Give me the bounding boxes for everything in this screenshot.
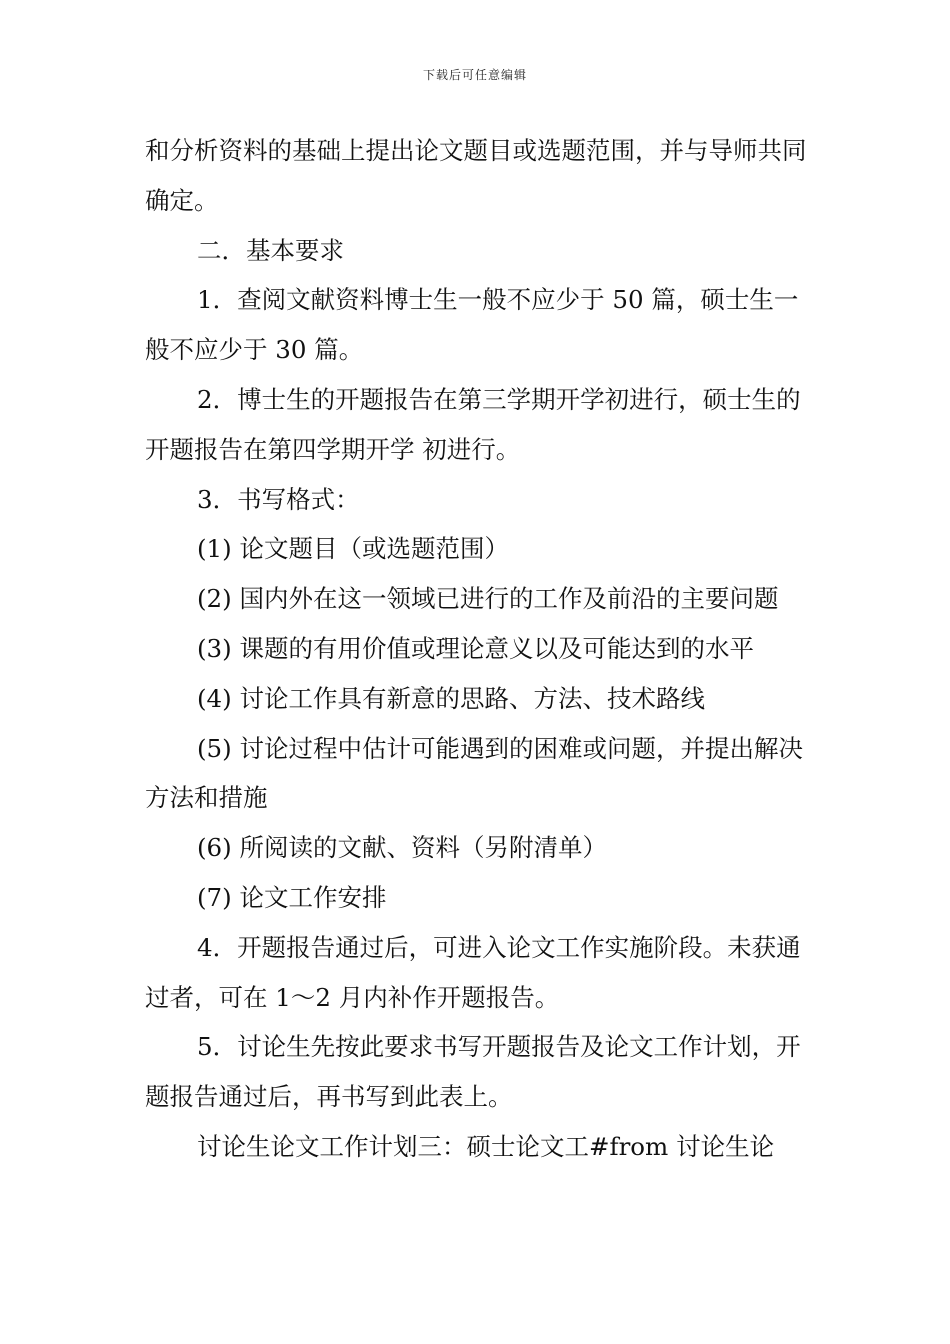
paragraph-3: 1．查阅文献资料博士生一般不应少于 50 篇，硕士生一般不应少于 30 篇。 [145, 285, 799, 365]
paragraph-1: 和分析资料的基础上提出论文题目或选题范围，并与导师共同确定。 [145, 136, 807, 215]
paragraph-7: (2) 国内外在这一领域已进行的工作及前沿的主要问题 [197, 584, 779, 614]
paragraph-10: (5) 讨论过程中估计可能遇到的困难或问题，并提出解决方法和措施 [145, 733, 803, 813]
paragraph-11: (6) 所阅读的文献、资料（另附清单） [197, 833, 607, 863]
paragraph-6: (1) 论文题目（或选题范围） [197, 534, 509, 564]
paragraph-12: (7) 论文工作安排 [197, 882, 387, 912]
paragraph-5: 3．书写格式： [197, 484, 360, 514]
document-body [145, 126, 807, 1172]
paragraph-15: 讨论生论文工作计划三：硕士论文工#from 讨论生论 [197, 1131, 775, 1161]
paragraph-13: 4．开题报告通过后，可进入论文工作实施阶段。未获通过者，可在 1～2 月内补作开题报告。 [145, 932, 801, 1012]
paragraph-4: 2．博士生的开题报告在第三学期开学初进行，硕士生的开题报告在第四学期开学 初进行。 [145, 384, 801, 464]
page-header: 下载后可任意编辑 [422, 68, 527, 82]
paragraph-9: (4) 讨论工作具有新意的思路、方法、技术路线 [197, 683, 705, 713]
paragraph-2: 二．基本要求 [197, 235, 344, 265]
paragraph-14: 5．讨论生先按此要求书写开题报告及论文工作计划，开题报告通过后，再书写到此表上。 [145, 1032, 801, 1112]
paragraph-8: (3) 课题的有用价值或理论意义以及可能达到的水平 [197, 633, 754, 663]
